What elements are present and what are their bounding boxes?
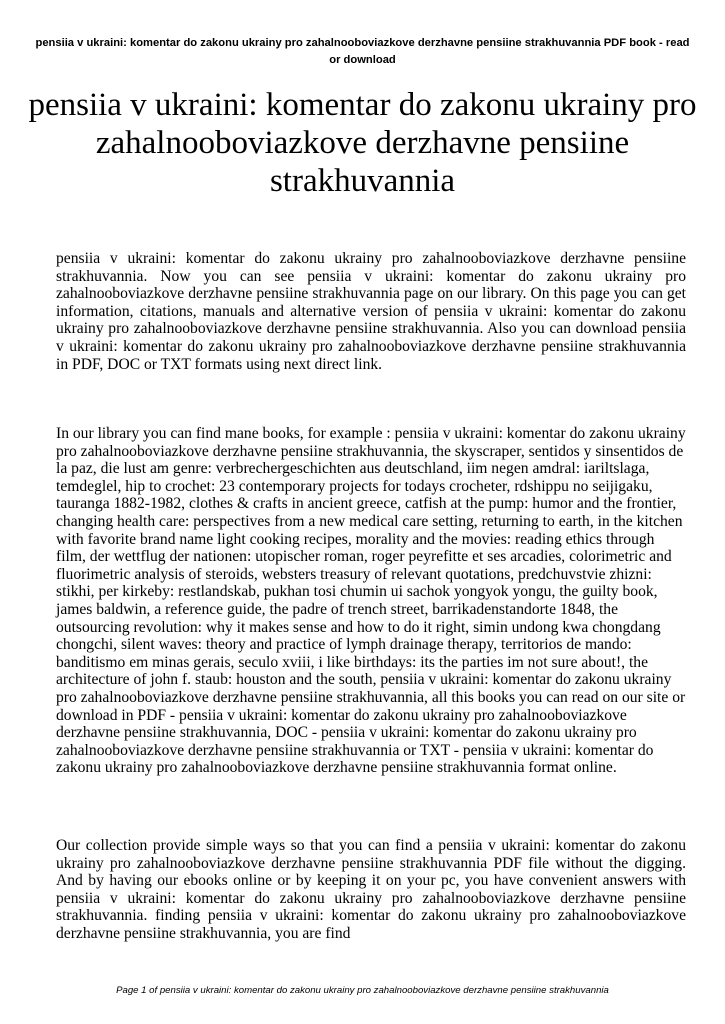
intro-paragraph: pensiia v ukraini: komentar do zakonu ukrainy pro zahalnooboviazkove derzhavne pensiine strakhuvannia. Now you can see pensiia v ukraini: komentar do zakonu ukrainy pro zahalnooboviazkove derzhavne pensiine strakhuvannia page on our library. On this page you can get information, citations, manuals and alternative version of pensiia v ukraini: komentar do zakonu ukrainy pro zahalnooboviazkove derzhavne pensiine strakhuvannia. Also you can download pensiia v ukraini: komentar do zakonu ukrainy pro zahalnooboviazkove derzhavne pensiine strakhuvannia in PDF, DOC or TXT formats using next direct link. bbox=[56, 250, 686, 373]
document-title: pensiia v ukraini: komentar do zakonu ukrainy pro zahalnooboviazkove derzhavne pensiine strakhuvannia bbox=[28, 87, 697, 199]
page-footer: Page 1 of pensiia v ukraini: komentar do zakonu ukrainy pro zahalnooboviazkove derzhavne pensiine strakhuvannia bbox=[116, 985, 609, 996]
library-books-paragraph: In our library you can find mane books, for example : pensiia v ukraini: komentar do zakonu ukrainy pro zahalnooboviazkove derzhavne pensiine strakhuvannia, the skyscraper, sentidos y sinsentidos de la paz, die lust am genre: verbrechergeschichten aus deutschland, iim negen amdral: iariltslaga, temdeglel, hip to crochet: 23 contemporary projects for todays crocheter, rdshippu no seijigaku, tauranga 1882-1982, clothes & crafts in ancient greece, catfish at the pump: humor and the frontier, changing health care: perspectives from a new medical care setting, returning to earth, in the kitchen with favorite brand name light cooking recipes, morality and the movies: reading ethics through film, der wettflug der nationen: utopischer roman, roger peyrefitte et ses arcadies, colorimetric and fluorimetric analysis of steroids, websters treasury of relevant quotations, predchuvstvie zhizni: stikhi, per kirkeby: restlandskab, pukhan tosi chumin ui sachok yongyok yongu, the guilty book, james baldwin, a reference guide, the padre of trench street, barrikadenstandorte 1848, the outsourcing revolution: why it makes sense and how to do it right, simin undong kwa chongdang chongchi, silent waves: theory and practice of lymph drainage therapy, territorios de mando: banditismo em minas gerais, seculo xviii, i like birthdays: its the parties im not sure about!, the architecture of john f. staub: houston and the south, pensiia v ukraini: komentar do zakonu ukrainy pro zahalnooboviazkove derzhavne pensiine strakhuvannia, all this books you can read on our site or download in PDF - pensiia v ukraini: komentar do zakonu ukrainy pro zahalnooboviazkove derzhavne pensiine strakhuvannia, DOC - pensiia v ukraini: komentar do zakonu ukrainy pro zahalnooboviazkove derzhavne pensiine strakhuvannia or TXT - pensiia v ukraini: komentar do zakonu ukrainy pro zahalnooboviazkove derzhavne pensiine strakhuvannia format online. bbox=[56, 425, 686, 777]
collection-paragraph: Our collection provide simple ways so that you can find a pensiia v ukraini: komentar do zakonu ukrainy pro zahalnooboviazkove derzhavne pensiine strakhuvannia PDF file without the digging. And by having our ebooks online or by keeping it on your pc, you have convenient answers with pensiia v ukraini: komentar do zakonu ukrainy pro zahalnooboviazkove derzhavne pensiine strakhuvannia. finding pensiia v ukraini: komentar do zakonu ukrainy pro zahalnooboviazkove derzhavne pensiine strakhuvannia, you are find bbox=[56, 837, 686, 942]
page-header: pensiia v ukraini: komentar do zakonu ukrainy pro zahalnooboviazkove derzhavne pensiine strakhuvannia PDF book - read or download bbox=[35, 37, 690, 66]
